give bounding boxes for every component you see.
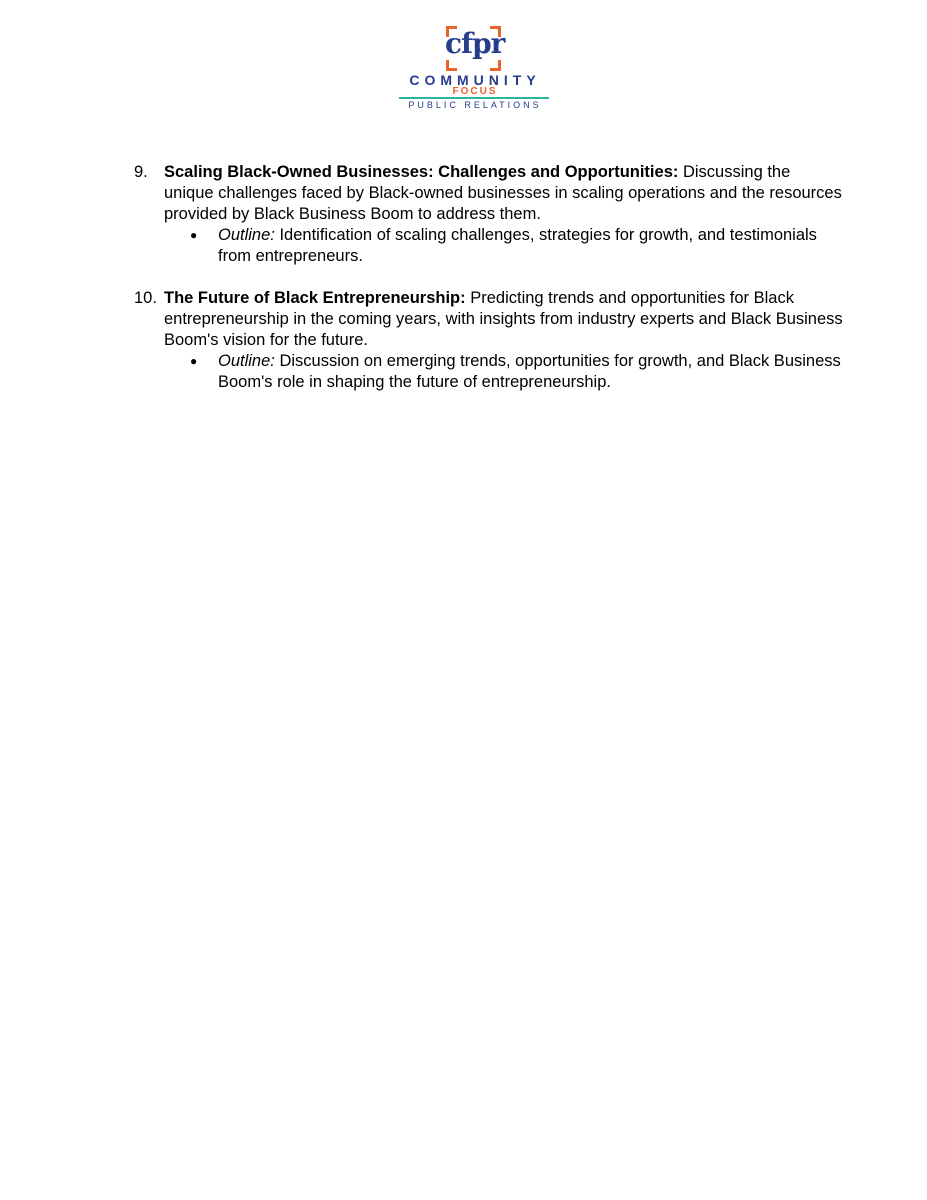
outline-bullet xyxy=(190,225,844,267)
logo-divider xyxy=(399,97,549,99)
list-item xyxy=(134,162,844,267)
outline-list xyxy=(164,351,844,393)
item-paragraph xyxy=(164,288,844,351)
cfpr-logo xyxy=(395,24,555,114)
outline-text: Discussion on emerging trends, opportunities for growth, and Black Business Boom's role in shaping the future of entrepreneurship. xyxy=(218,352,841,391)
logo-mark: cfpr xyxy=(445,27,505,60)
logo-public-relations-text: PUBLIC RELATIONS xyxy=(408,100,542,110)
item-title: The Future of Black Entrepreneurship: xyxy=(164,289,466,307)
item-number: 9. xyxy=(134,163,148,181)
outline-text: Identification of scaling challenges, strategies for growth, and testimonials from entrepreneurs. xyxy=(218,226,817,265)
item-description: Predicting trends and opportunities for Black entrepreneurship in the coming years, with insights from industry experts and Black Business Boom's vision for the future. xyxy=(164,289,843,349)
outline-bullet xyxy=(190,351,844,393)
item-paragraph xyxy=(164,162,844,225)
bullet-icon: ● xyxy=(190,354,198,368)
bullet-icon: ● xyxy=(190,228,198,242)
logo-bracket-icon xyxy=(490,60,501,71)
outline-label: Outline: xyxy=(218,352,275,370)
list-item xyxy=(134,288,844,393)
topic-list xyxy=(134,162,844,414)
item-number: 10. xyxy=(134,289,157,307)
outline-label: Outline: xyxy=(218,226,275,244)
logo-focus-text: FOCUS xyxy=(452,86,498,97)
logo-bracket-icon xyxy=(446,60,457,71)
outline-list xyxy=(164,225,844,267)
logo-community-text: COMMUNITY xyxy=(409,72,541,88)
item-description: Discussing the unique challenges faced by Black-owned businesses in scaling operations and the resources provided by Black Business Boom to address them. xyxy=(164,163,842,223)
item-title: Scaling Black-Owned Businesses: Challenges and Opportunities: xyxy=(164,163,679,181)
